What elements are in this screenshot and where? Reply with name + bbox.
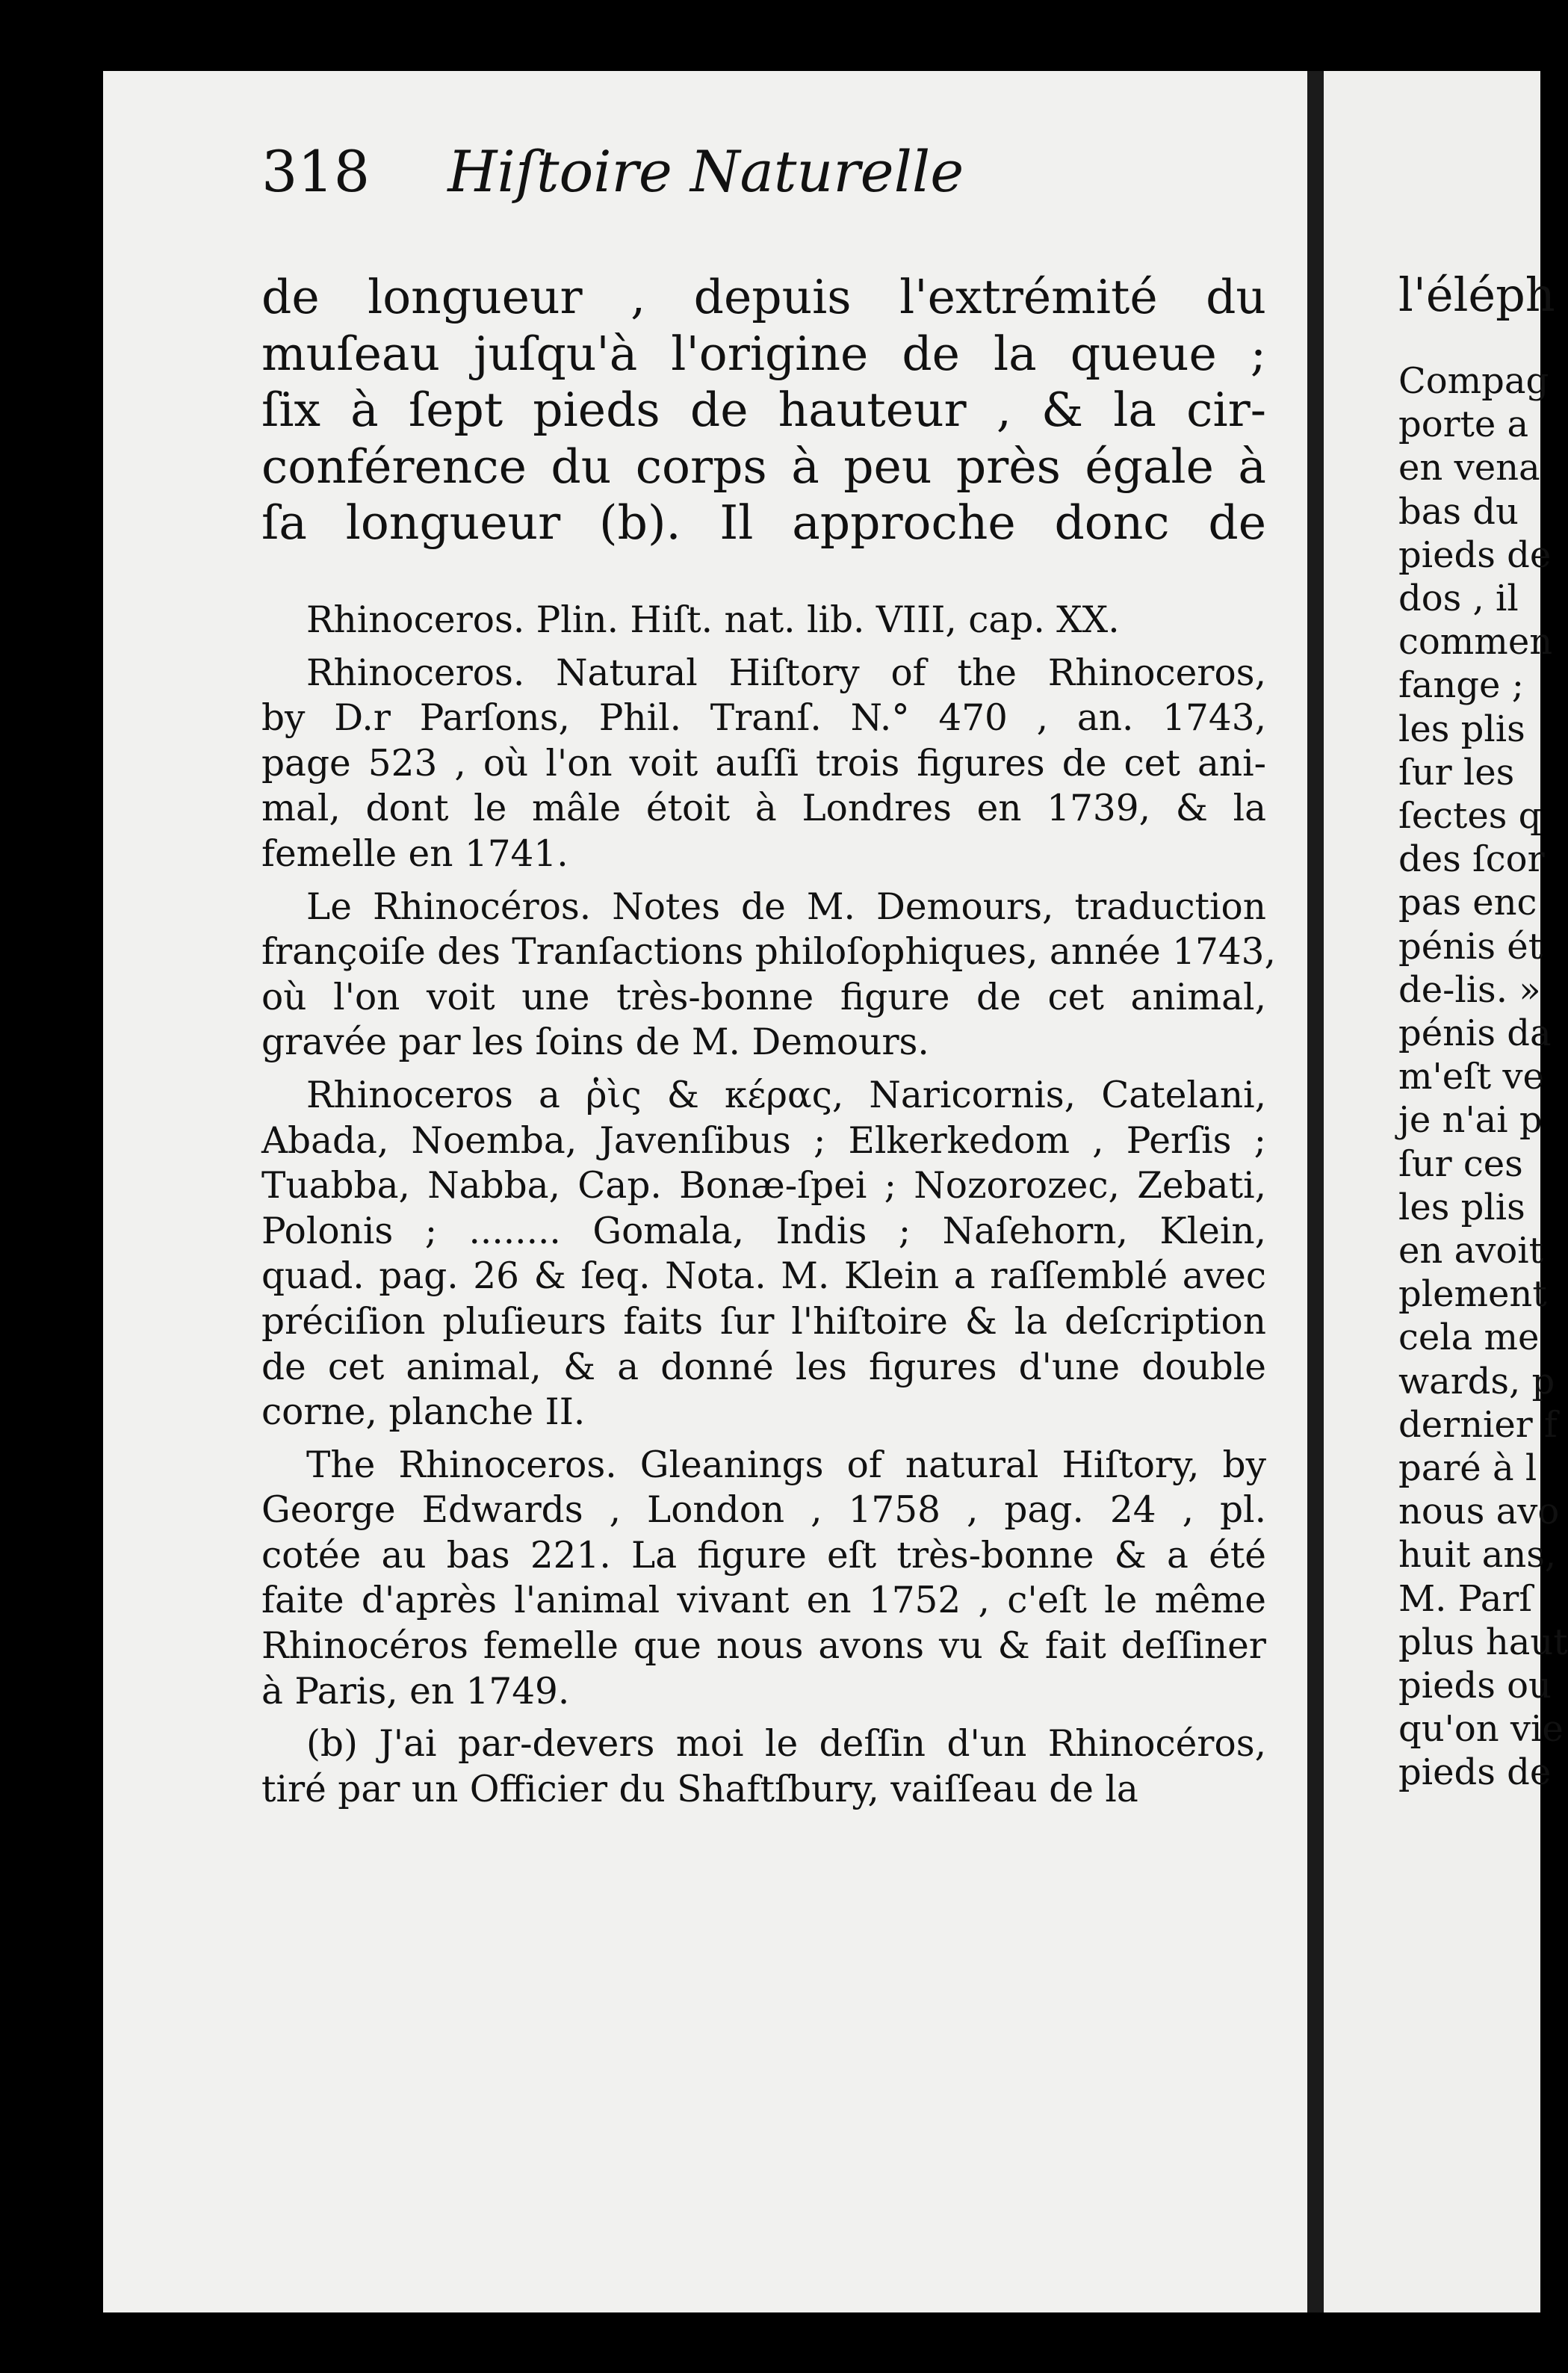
- footnote-line: tiré par un Officier du Shaftſbury, vaiſſeau de la: [261, 1768, 1138, 1810]
- right-page-line: ſectes q: [1398, 795, 1542, 837]
- footnote-paragraph: [261, 1721, 1266, 1812]
- right-page-line: en avoit: [1398, 1230, 1543, 1272]
- footnote-line: où l'on voit une très-bonne figure de cet animal,: [261, 976, 1266, 1018]
- running-title: Hiſtoire Naturelle: [447, 138, 964, 205]
- right-page-line: dos , il: [1398, 578, 1519, 619]
- right-page-line: dernier f: [1398, 1403, 1558, 1446]
- footnote-line: corne, planche II.: [261, 1391, 586, 1434]
- footnote-line: Rhinocéros femelle que nous avons vu & fait deſſiner: [261, 1625, 1266, 1668]
- footnote-line: françoiſe des Tranſactions philoſophiques, année 1743,: [261, 931, 1276, 974]
- right-page: [1324, 71, 1568, 2312]
- footnote-line: Abada, Noemba, Javenſibus ; Elkerkedom , Perſis ;: [261, 1119, 1266, 1162]
- right-page-line: commen: [1398, 621, 1553, 663]
- footnote-paragraph: [261, 885, 1276, 1065]
- right-page-line: des ſcor: [1398, 838, 1545, 881]
- right-page-line: ſur les: [1398, 751, 1515, 793]
- right-page-line: ſur ces: [1398, 1142, 1523, 1185]
- footnote-paragraph: [261, 1443, 1266, 1715]
- footnote-line: Tuabba, Nabba, Cap. Bonæ-ſpei ; Nozorozec, Zebati,: [261, 1165, 1266, 1207]
- right-page-heading: l'éléph: [1398, 267, 1555, 322]
- right-page-line: plus haut: [1398, 1621, 1568, 1663]
- right-page-line: plement: [1398, 1273, 1547, 1316]
- right-page-line: fange ;: [1398, 664, 1524, 707]
- footnote-line: préciſion pluſieurs faits ſur l'hiſtoire & la deſcription: [261, 1300, 1266, 1343]
- footnote-line: Rhinoceros. Plin. Hiſt. nat. lib. VIII, cap. XX.: [306, 599, 1120, 641]
- footnote-paragraph: [261, 651, 1266, 877]
- footnote-line: page 523 , où l'on voit auſſi trois figures de cet ani-: [261, 742, 1266, 785]
- book-gutter: [1307, 71, 1324, 2312]
- right-page-line: en vena: [1398, 447, 1540, 489]
- main-text-line: ſa longueur (b). Il approche donc de: [261, 495, 1266, 550]
- footnotes: [261, 598, 1276, 1819]
- page-number: 318: [261, 138, 371, 205]
- footnote-line: Rhinoceros. Natural Hiſtory of the Rhinoceros,: [306, 652, 1266, 694]
- main-text-line: muſeau juſqu'à l'origine de la queue ;: [261, 326, 1266, 381]
- right-page-line: Compag: [1398, 360, 1549, 402]
- footnote-line: à Paris, en 1749.: [261, 1670, 570, 1713]
- footnote-line: by D.r Parſons, Phil. Tranſ. N.° 470 , an. 1743,: [261, 697, 1266, 740]
- right-page-line: huit ans,: [1398, 1534, 1557, 1577]
- right-page-line: m'eſt ve: [1398, 1056, 1544, 1098]
- right-page-line: les plis: [1398, 708, 1525, 750]
- footnote-line: faite d'après l'animal vivant en 1752 , c'eſt le même: [261, 1580, 1266, 1622]
- right-page-line: cela me: [1398, 1317, 1540, 1359]
- right-page-line: wards, p: [1398, 1360, 1555, 1402]
- right-page-line: pieds de: [1398, 1751, 1552, 1794]
- right-page-line: nous avo: [1398, 1491, 1560, 1533]
- right-page-line: pieds ou: [1398, 1665, 1552, 1707]
- footnote-line: (b) J'ai par-devers moi le deſſin d'un Rhinocéros,: [306, 1723, 1266, 1766]
- footnote-paragraph: [261, 1073, 1266, 1435]
- right-page-line: pénis da: [1398, 1012, 1552, 1054]
- main-text: [261, 269, 1266, 551]
- right-page-line: qu'on vie: [1398, 1708, 1564, 1751]
- footnote-line: femelle en 1741.: [261, 832, 568, 875]
- footnote-line: mal, dont le mâle étoit à Londres en 1739, & la: [261, 788, 1266, 830]
- main-text-line: conférence du corps à peu près égale à: [261, 439, 1266, 494]
- footnote-line: cotée au bas 221. La figure eſt très-bonne & a été: [261, 1534, 1266, 1577]
- footnote-line: quad. pag. 26 & ſeq. Nota. M. Klein a raſſemblé avec: [261, 1255, 1266, 1298]
- footnote-line: Rhinoceros a ῥὶς & κέρας, Naricornis, Catelani,: [306, 1074, 1266, 1116]
- right-page-line: M. Parſ: [1398, 1577, 1533, 1620]
- right-page-line: pas enc: [1398, 882, 1537, 924]
- footnote-paragraph: [261, 598, 1266, 643]
- main-text-line: de longueur , depuis l'extrémité du: [261, 270, 1266, 324]
- footnote-line: de cet animal, & a donné les figures d'une double: [261, 1346, 1266, 1388]
- footnote-line: George Edwards , London , 1758 , pag. 24 , pl.: [261, 1489, 1266, 1532]
- footnote-line: gravée par les ſoins de M. Demours.: [261, 1021, 929, 1064]
- footnote-line: Polonis ; ........ Gomala, Indis ; Naſehorn, Klein,: [261, 1210, 1266, 1252]
- right-page-line: les plis: [1398, 1186, 1525, 1228]
- footnote-line: Le Rhinocéros. Notes de M. Demours, traduction: [306, 885, 1266, 928]
- right-page-line: bas du: [1398, 490, 1519, 533]
- main-text-line: ſix à ſept pieds de hauteur , & la cir-: [261, 383, 1266, 437]
- right-page-line: je n'ai p: [1398, 1099, 1543, 1142]
- right-page-line: pieds de: [1398, 533, 1552, 576]
- right-page-line: pénis ét: [1398, 925, 1543, 968]
- footnote-line: The Rhinoceros. Gleanings of natural Hiſtory, by: [306, 1444, 1266, 1486]
- running-head: [261, 127, 1266, 217]
- right-page-line: porte a: [1398, 403, 1529, 446]
- right-page-line: paré à l: [1398, 1447, 1537, 1489]
- right-page-line: de-lis. »: [1398, 968, 1541, 1011]
